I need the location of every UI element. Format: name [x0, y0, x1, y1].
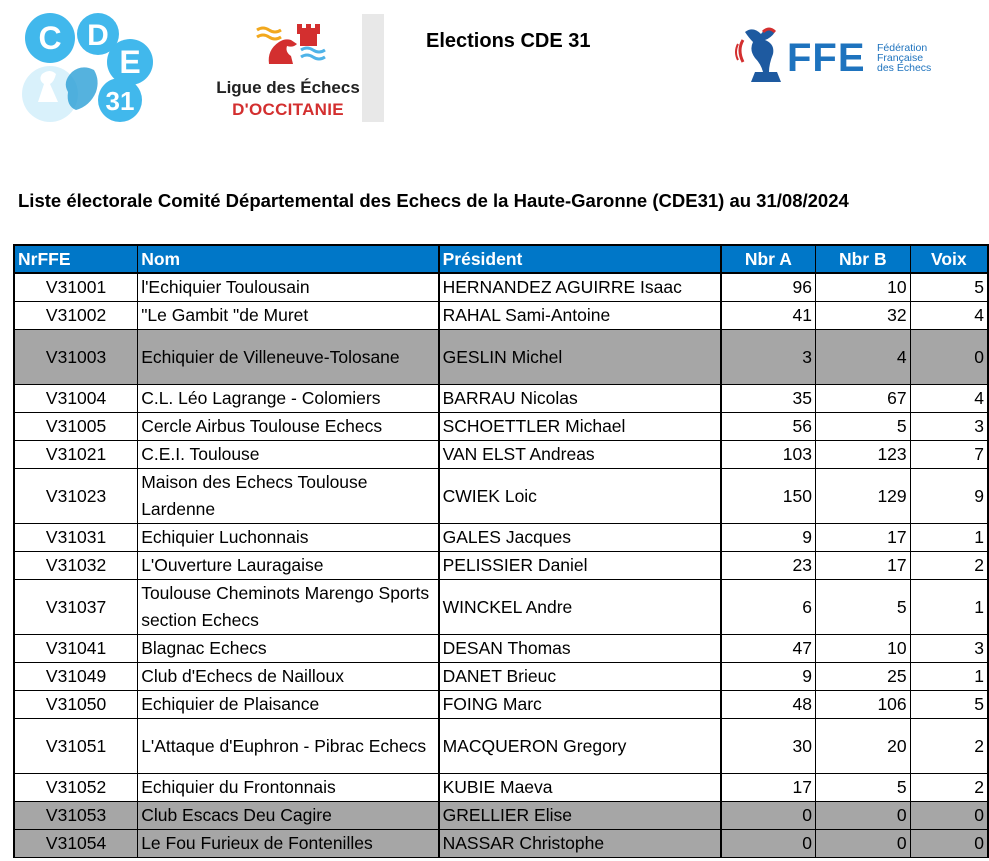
- cell-nom: Echiquier de Villeneuve-Tolosane: [138, 330, 439, 385]
- table-header-row: [14, 245, 988, 273]
- table-row: [14, 691, 988, 719]
- cell-nom: Echiquier du Frontonnais: [138, 774, 439, 802]
- table-row: [14, 774, 988, 802]
- cell-nbr-b: 123: [815, 441, 910, 469]
- cell-nbr-a: 9: [721, 663, 816, 691]
- cell-nbr-a: 56: [721, 413, 816, 441]
- cell-nbr-b: 4: [815, 330, 910, 385]
- cell-voix: 3: [910, 413, 988, 441]
- cell-voix: 4: [910, 302, 988, 330]
- cell-nbr-b: 20: [815, 719, 910, 774]
- cell-nrffe: V31023: [14, 469, 138, 524]
- cell-nbr-b: 5: [815, 774, 910, 802]
- cell-president: VAN ELST Andreas: [439, 441, 721, 469]
- cde-letter-c: C: [38, 20, 62, 56]
- column-header-nbr-b: Nbr B: [815, 245, 910, 273]
- cell-voix: 1: [910, 663, 988, 691]
- cell-nrffe: V31001: [14, 273, 138, 302]
- cell-nbr-b: 0: [815, 830, 910, 858]
- cell-nrffe: V31053: [14, 802, 138, 830]
- cell-nbr-b: 17: [815, 552, 910, 580]
- column-header-voix: Voix: [910, 245, 988, 273]
- ffe-subtitle-line: Fédération: [877, 42, 928, 54]
- cell-nrffe: V31002: [14, 302, 138, 330]
- cell-president: MACQUERON Gregory: [439, 719, 721, 774]
- table-row: [14, 330, 988, 385]
- cell-nbr-a: 103: [721, 441, 816, 469]
- table-row: [14, 441, 988, 469]
- cell-voix: 4: [910, 385, 988, 413]
- cell-voix: 5: [910, 691, 988, 719]
- cell-nom: Maison des Echecs Toulouse Lardenne: [138, 469, 439, 524]
- cell-president: RAHAL Sami-Antoine: [439, 302, 721, 330]
- cell-nom: Blagnac Echecs: [138, 635, 439, 663]
- cell-president: SCHOETTLER Michael: [439, 413, 721, 441]
- cell-voix: 3: [910, 635, 988, 663]
- cell-president: DANET Brieuc: [439, 663, 721, 691]
- column-header-nbr-a: Nbr A: [721, 245, 816, 273]
- cell-nbr-a: 48: [721, 691, 816, 719]
- cell-nrffe: V31050: [14, 691, 138, 719]
- cell-voix: 0: [910, 830, 988, 858]
- ffe-subtitle: [877, 43, 931, 73]
- cell-nrffe: V31049: [14, 663, 138, 691]
- table-row: [14, 719, 988, 774]
- cell-voix: 1: [910, 524, 988, 552]
- cell-voix: 7: [910, 441, 988, 469]
- cell-nrffe: V31054: [14, 830, 138, 858]
- cde-number-31: 31: [105, 86, 135, 116]
- ffe-logo: [735, 26, 950, 98]
- cell-nbr-b: 32: [815, 302, 910, 330]
- column-header-nom: Nom: [138, 245, 439, 273]
- cell-nbr-b: 106: [815, 691, 910, 719]
- cell-nom: C.L. Léo Lagrange - Colomiers: [138, 385, 439, 413]
- cell-president: GESLIN Michel: [439, 330, 721, 385]
- cell-voix: 1: [910, 580, 988, 635]
- cell-president: HERNANDEZ AGUIRRE Isaac: [439, 273, 721, 302]
- cell-nbr-a: 150: [721, 469, 816, 524]
- cell-nbr-a: 6: [721, 580, 816, 635]
- table-row: [14, 413, 988, 441]
- cell-nbr-a: 3: [721, 330, 816, 385]
- table-row: [14, 663, 988, 691]
- cell-nbr-a: 0: [721, 830, 816, 858]
- cell-nom: Echiquier Luchonnais: [138, 524, 439, 552]
- cell-nom: l'Echiquier Toulousain: [138, 273, 439, 302]
- cell-nbr-a: 47: [721, 635, 816, 663]
- cell-voix: 2: [910, 552, 988, 580]
- cell-nbr-a: 30: [721, 719, 816, 774]
- cell-voix: 2: [910, 719, 988, 774]
- cell-president: WINCKEL Andre: [439, 580, 721, 635]
- cell-nom: Club Escacs Deu Cagire: [138, 802, 439, 830]
- table-row: [14, 580, 988, 635]
- cell-nbr-b: 129: [815, 469, 910, 524]
- cell-president: NASSAR Christophe: [439, 830, 721, 858]
- cell-nbr-b: 10: [815, 635, 910, 663]
- cell-voix: 2: [910, 774, 988, 802]
- table-row: [14, 469, 988, 524]
- cell-nrffe: V31037: [14, 580, 138, 635]
- cell-president: DESAN Thomas: [439, 635, 721, 663]
- cell-president: CWIEK Loic: [439, 469, 721, 524]
- cell-president: PELISSIER Daniel: [439, 552, 721, 580]
- cde31-logo: [20, 12, 155, 124]
- cell-nbr-b: 10: [815, 273, 910, 302]
- cell-nom: L'Attaque d'Euphron - Pibrac Echecs: [138, 719, 439, 774]
- table-row: [14, 273, 988, 302]
- cell-nrffe: V31052: [14, 774, 138, 802]
- cell-nom: Club d'Echecs de Nailloux: [138, 663, 439, 691]
- rooster-pawn-icon: [735, 26, 785, 96]
- cell-nbr-b: 67: [815, 385, 910, 413]
- electoral-list-title: Liste électorale Comité Départemental des Echecs de la Haute-Garonne (CDE31) au 31/08/2024: [18, 190, 849, 211]
- ffe-subtitle-line: Française: [877, 52, 924, 64]
- cell-nbr-a: 9: [721, 524, 816, 552]
- cell-voix: 0: [910, 802, 988, 830]
- ligue-name-line1: Ligue des Échecs: [216, 78, 360, 97]
- cde-letter-d: D: [87, 19, 109, 52]
- cell-nbr-a: 35: [721, 385, 816, 413]
- cell-nom: "Le Gambit "de Muret: [138, 302, 439, 330]
- cell-nbr-b: 25: [815, 663, 910, 691]
- cell-nom: L'Ouverture Lauragaise: [138, 552, 439, 580]
- cell-nbr-a: 0: [721, 802, 816, 830]
- table-row: [14, 385, 988, 413]
- cell-president: KUBIE Maeva: [439, 774, 721, 802]
- table-row: [14, 302, 988, 330]
- rook-knight-icon: [255, 22, 330, 66]
- cell-president: BARRAU Nicolas: [439, 385, 721, 413]
- cell-nom: Toulouse Cheminots Marengo Sports section Echecs: [138, 580, 439, 635]
- document-title: Elections CDE 31: [426, 30, 591, 52]
- cell-voix: 9: [910, 469, 988, 524]
- cell-nom: Le Fou Furieux de Fontenilles: [138, 830, 439, 858]
- table-row: [14, 524, 988, 552]
- table-row: [14, 635, 988, 663]
- cell-voix: 5: [910, 273, 988, 302]
- cell-nrffe: V31031: [14, 524, 138, 552]
- cell-nom: Echiquier de Plaisance: [138, 691, 439, 719]
- cell-nom: C.E.I. Toulouse: [138, 441, 439, 469]
- cell-nrffe: V31041: [14, 635, 138, 663]
- cell-nrffe: V31032: [14, 552, 138, 580]
- cell-voix: 0: [910, 330, 988, 385]
- cell-nrffe: V31005: [14, 413, 138, 441]
- ffe-subtitle-line: des Échecs: [877, 62, 932, 74]
- cell-president: GRELLIER Elise: [439, 802, 721, 830]
- table-row: [14, 830, 988, 858]
- cell-nbr-b: 5: [815, 580, 910, 635]
- cell-nbr-a: 96: [721, 273, 816, 302]
- cell-nbr-a: 41: [721, 302, 816, 330]
- cell-nbr-b: 0: [815, 802, 910, 830]
- cde-letter-e: E: [119, 44, 141, 80]
- cell-nrffe: V31003: [14, 330, 138, 385]
- table-row: [14, 802, 988, 830]
- ligue-name-line2: D'OCCITANIE: [232, 100, 344, 119]
- cell-nbr-b: 5: [815, 413, 910, 441]
- column-header-nrffe: NrFFE: [14, 245, 138, 273]
- cell-nrffe: V31004: [14, 385, 138, 413]
- cell-president: FOING Marc: [439, 691, 721, 719]
- table-row: [14, 552, 988, 580]
- cell-nom: Cercle Airbus Toulouse Echecs: [138, 413, 439, 441]
- ligue-occitanie-logo: [203, 14, 384, 122]
- cell-nbr-a: 17: [721, 774, 816, 802]
- column-header-president: Président: [439, 245, 721, 273]
- cell-nbr-b: 17: [815, 524, 910, 552]
- cell-nrffe: V31051: [14, 719, 138, 774]
- electoral-list-table: [13, 244, 989, 858]
- cell-nrffe: V31021: [14, 441, 138, 469]
- cell-nbr-a: 23: [721, 552, 816, 580]
- ffe-wordmark: FFE: [787, 36, 866, 80]
- cell-president: GALES Jacques: [439, 524, 721, 552]
